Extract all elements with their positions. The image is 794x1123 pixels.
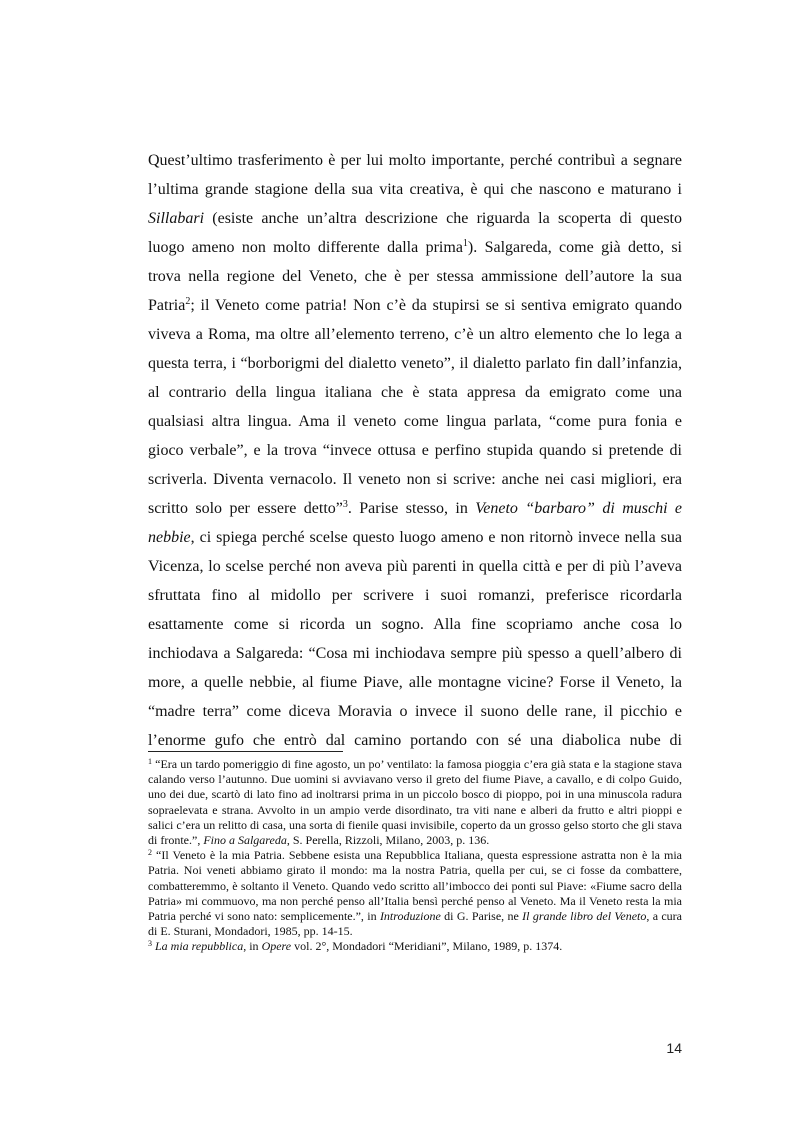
body-line: questa terra, i “borborigmi del dialetto veneto”, il dialetto parlato fin dall’infanzia, — [148, 355, 682, 372]
body-line: “madre terra” come diceva Moravia o invece il suono delle rane, il picchio e — [148, 703, 682, 720]
body-text — [148, 146, 682, 755]
italic-title: Sillabari — [148, 210, 205, 227]
footnote-ref[interactable]: 3 — [342, 499, 348, 510]
body-line: esattamente come si ricorda un sogno. Alla fine scopriamo anche cosa lo — [148, 616, 682, 633]
body-line: l’ultima grande stagione della sua vita creativa, è qui che nascono e maturano i — [148, 181, 682, 198]
footnote-3: $^3$ La mia repubblica, in Opere vol. 2°, Mondadori “Meridiani”, Milano, 1989, p. 1374. — [148, 939, 563, 954]
body-line: scriverla. Diventa vernacolo. Il veneto non si scrive: anche nei casi migliori, era — [148, 471, 682, 488]
body-line: inchiodava a Salgareda: “Cosa mi inchiodava sempre più spesso a quell’albero di — [148, 645, 682, 662]
body-line: Patria$^2$; il Veneto come patria! Non c’è da stupirsi se si sentiva emigrato quando — [148, 296, 682, 314]
body-line: Sillabari (esiste anche un’altra descrizione che riguarda la scoperta di questo — [148, 210, 682, 227]
footnote-number: 1 — [148, 757, 152, 766]
body-line: al contrario della lingua italiana che è stata appresa da emigrato come una — [148, 384, 682, 401]
body-line: nebbie, ci spiega perché scelse questo luogo ameno e non ritornò invece nella sua — [148, 529, 682, 546]
footnote-number: 2 — [148, 848, 152, 858]
body-line: scritto solo per essere detto”$^3$. Parise stesso, in Veneto “barbaro” di muschi e — [148, 499, 683, 517]
body-line: more, a quelle nebbie, al fiume Piave, alle montagne vicine? Forse il Veneto, la — [148, 674, 682, 691]
body-line: qualsiasi altra lingua. Ama il veneto come lingua parlata, “come pura fonia e — [148, 413, 682, 430]
footnote-ref[interactable]: 1 — [462, 238, 468, 249]
body-line: viveva a Roma, ma oltre all’elemento terreno, c’è un altro elemento che lo lega a — [148, 326, 682, 343]
body-line: l’enorme gufo che entrò dal camino portando con sé una diabolica nube di — [148, 732, 682, 749]
body-line: Quest’ultimo trasferimento è per lui molto importante, perché contribuì a segnare — [148, 152, 682, 169]
italic-title: nebbie — [148, 529, 191, 546]
body-line: gioco verbale”, e la trova “invece ottusa e perfino stupida quando si pretende di — [148, 442, 682, 459]
page-number: 14 — [666, 1040, 682, 1056]
body-line: sfruttata fino al midollo per scrivere i suoi romanzi, preferisce ricordarla — [148, 587, 682, 604]
footnote-number: 3 — [148, 939, 152, 949]
body-line: Vicenza, lo scelse perché non aveva più parenti in quella città e per di più l’aveva — [148, 558, 682, 575]
footnote-separator — [148, 751, 343, 752]
footnote-ref[interactable]: 2 — [185, 296, 191, 307]
footnote-2: $^2$ “Il Veneto è la mia Patria. Sebbene esista una Repubblica Italiana, questa espressione astratta non è la mia Patria. Noi veneti abbiamo girato il mondo: ma la nostra Patria, quella per cui, se ci fosse da combattere, combatteremmo, è soltanto il Veneto. Quando vedo scritto all’imbocco dei ponti sul Piave: «Fiume sacro della Patria» mi commuovo, ma non perché penso all’Italia bensì perché penso al Veneto. Ma il Veneto resta la mia Patria perché vi sono nato: semplicemente.”, in Introduzione di G. Parise, ne Il grande libro del Veneto, a cura di E. Sturani, Mondadori, 1985, pp. 14-15. — [148, 848, 683, 939]
footnote-1: $^1$ “Era un tardo pomeriggio di fine agosto, un po’ ventilato: la famosa pioggia c’era già stata e la stagione stava calando verso l’autunno. Due uomini si avviavano verso il greto del fiume Piave, a cavallo, e di colpo Guido, uno dei due, scartò di lato fino ad inoltrarsi prima in un piccolo bosco di pioppo, poi in una minuscola radura sopraelevata e strana. Avvolto in un ampio verde disordinato, tra viti nane e alberi da frutto e altri pioppi e salici c’era un relitto di casa, una sorta di fienile quasi invisibile, coperto da un grosso gelso storto che gli stava di fronte.”, Fino a Salgareda, S. Perella, Rizzoli, Milano, 2003, p. 136. — [148, 757, 682, 848]
body-line: trova nella regione del Veneto, che è per stessa ammissione dell’autore la sua — [148, 268, 682, 285]
body-line: luogo ameno non molto differente dalla prima$^1$). Salgareda, come già detto, si — [148, 238, 683, 256]
italic-title: Veneto “barbaro” di muschi e — [475, 500, 683, 517]
footnotes — [148, 757, 682, 955]
